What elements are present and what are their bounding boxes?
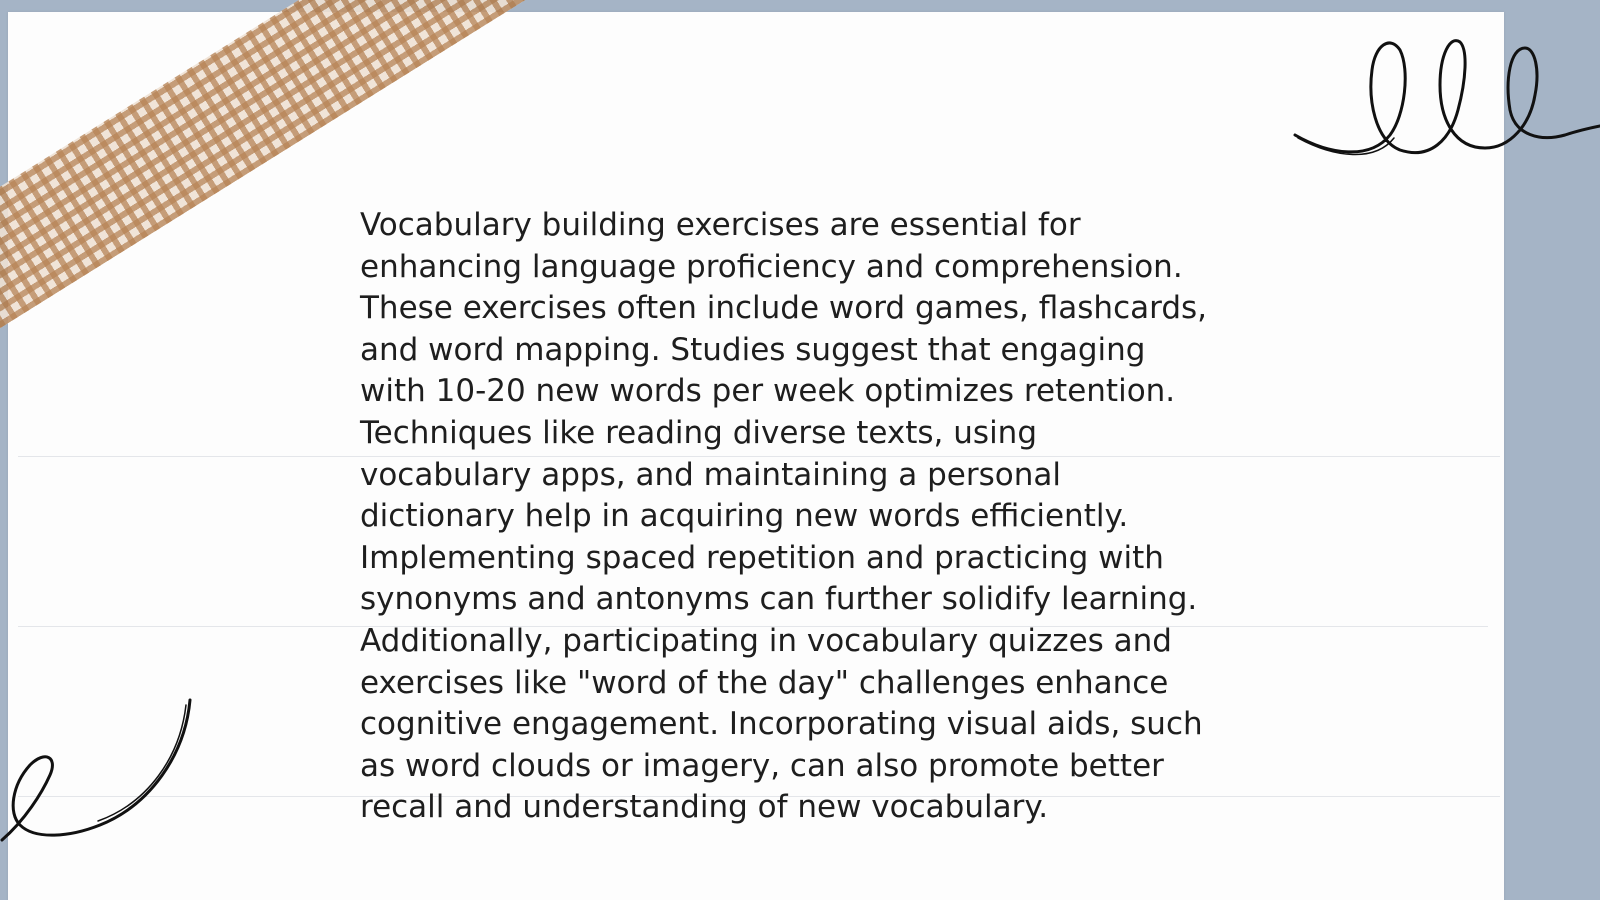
loop-scribble-icon [1290, 30, 1600, 170]
body-text: Vocabulary building exercises are essential for enhancing language proficiency and comprehension. These exercises often include word games, flashcards, and word mapping. Studies suggest that engaging with 10-20 new words per week optimizes retention. Techniques like reading diverse texts, using vocabulary apps, and maintaining a personal dictionary help in acquiring new words efficiently. Implementing spaced repetition and practicing with synonyms and antonyms can further solidify learning. Additionally, participating in vocabulary quizzes and exercises like "word of the day" challenges enhance cognitive engagement. Incorporating visual aids, such as word clouds or imagery, can also promote better recall and understanding of new vocabulary. [360, 207, 1208, 826]
swoosh-scribble-icon [0, 695, 210, 855]
